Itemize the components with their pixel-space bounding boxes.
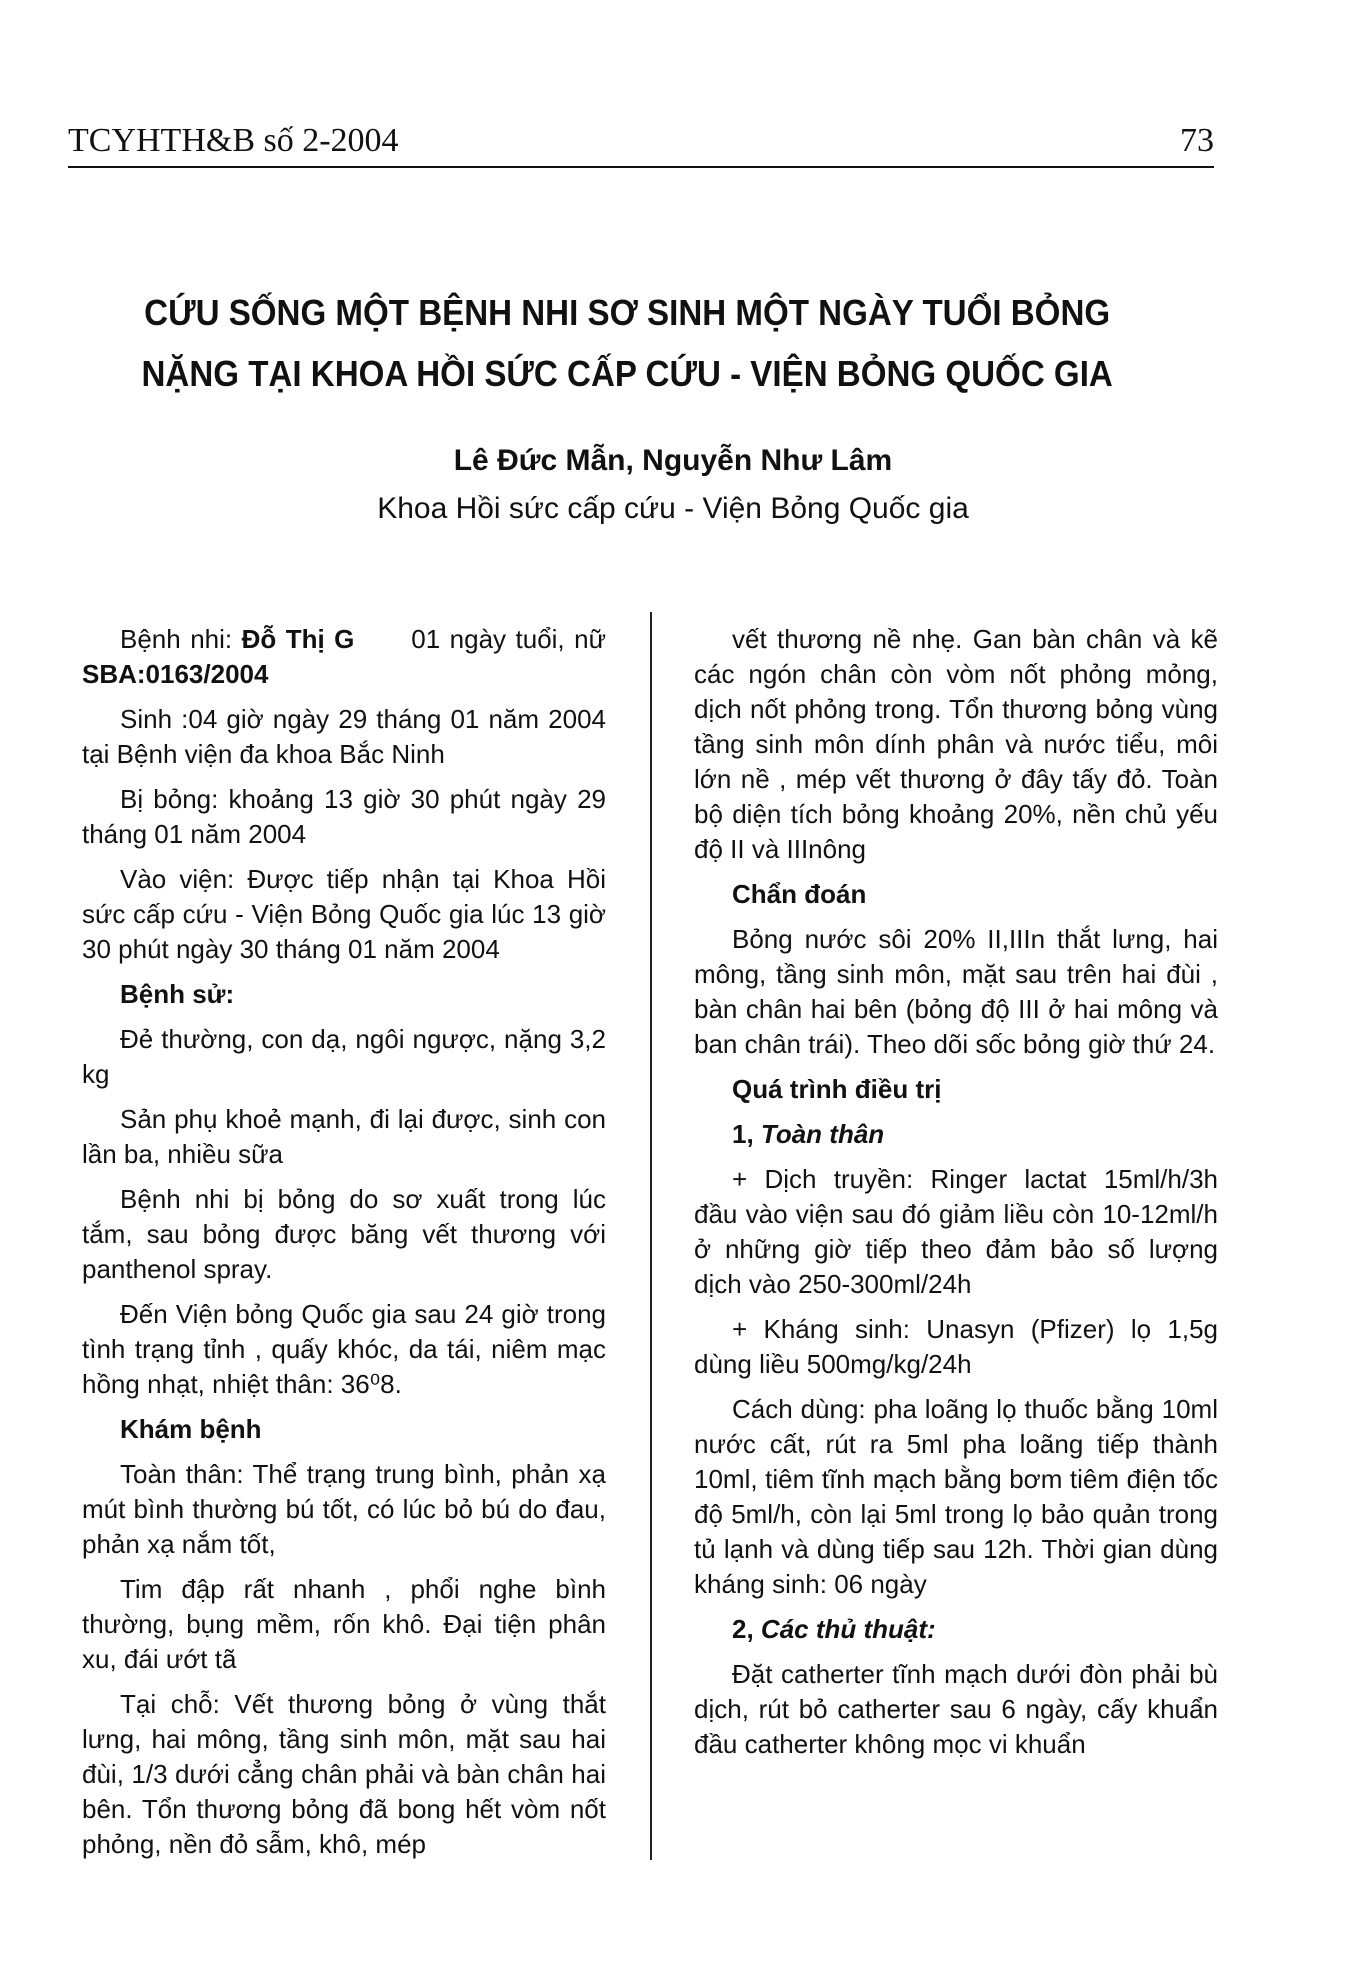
paragraph: + Kháng sinh: Unasyn (Pfizer) lọ 1,5g dùng liều 500mg/kg/24h xyxy=(694,1314,1218,1379)
title-line-1: CỨU SỐNG MỘT BỆNH NHI SƠ SINH MỘT NGÀY TUỔI BỎNG xyxy=(144,292,1111,333)
header-rule xyxy=(68,166,1214,168)
paragraph: Vào viện: Được tiếp nhận tại Khoa Hồi sức cấp cứu - Viện Bỏng Quốc gia lúc 13 giờ 30 phút ngày 30 tháng 01 năm 2004 xyxy=(82,864,606,964)
section-heading-diagnosis: Chẩn đoán xyxy=(732,879,867,909)
patient-name: Đỗ Thị G xyxy=(241,624,355,654)
paragraph: + Dịch truyền: Ringer lactat 15ml/h/3h đầu vào viện sau đó giảm liều còn 10-12ml/h ở những giờ tiếp theo đảm bảo số lượng dịch vào 250-300ml/24h xyxy=(694,1164,1218,1299)
paragraph: Đặt catherter tĩnh mạch dưới đòn phải bù dịch, rút bỏ catherter sau 6 ngày, cấy khuẩn đầu catherter không mọc vi khuẩn xyxy=(694,1659,1218,1759)
right-column xyxy=(694,622,1218,1772)
paragraph: Tại chỗ: Vết thương bỏng ở vùng thắt lưng, hai mông, tầng sinh môn, mặt sau hai đùi, 1/3 dưới cẳng chân phải và bàn chân hai bên. Tổn thương bỏng đã bong hết vòm nốt phỏng, nền đỏ sẫm, khô, mép xyxy=(82,1689,606,1859)
column-divider xyxy=(650,612,652,1860)
authors: Lê Đức Mẫn, Nguyễn Như Lâm xyxy=(453,444,893,477)
paragraph: Sinh :04 giờ ngày 29 tháng 01 năm 2004 tại Bệnh viện đa khoa Bắc Ninh xyxy=(82,704,606,769)
paragraph: Bị bỏng: khoảng 13 giờ 30 phút ngày 29 tháng 01 năm 2004 xyxy=(82,784,606,849)
paragraph: Sản phụ khoẻ mạnh, đi lại được, sinh con lần ba, nhiều sữa xyxy=(82,1104,606,1169)
article-title xyxy=(100,282,1154,404)
record-number: SBA:0163/2004 xyxy=(82,659,269,689)
paragraph: Cách dùng: pha loãng lọ thuốc bằng 10ml nước cất, rút ra 5ml pha loãng tiếp thành 10ml, tiêm tĩnh mạch bằng bơm tiêm điện tốc độ 5ml/h, còn lại 5ml trong lọ bảo quản trong tủ lạnh và dùng tiếp sau 12h. Thời gian dùng kháng sinh: 06 ngày xyxy=(694,1394,1218,1599)
paragraph: Bỏng nước sôi 20% II,IIIn thắt lưng, hai mông, tầng sinh môn, mặt sau trên hai đùi , bàn chân hai bên (bỏng độ III ở hai mông và ban chân trái). Theo dõi sốc bỏng giờ thứ 24. xyxy=(694,924,1218,1059)
left-column xyxy=(82,622,614,1872)
patient-info: Bệnh nhi: Đỗ Thị G 01 ngày tuổi, nữ SBA:0163/2004 xyxy=(82,624,614,689)
paragraph: Đến Viện bỏng Quốc gia sau 24 giờ trong tình trạng tỉnh , quấy khóc, da tái, niêm mạc hồng nhạt, nhiệt thân: 36⁰8. xyxy=(82,1299,606,1399)
paragraph: Bệnh nhi bị bỏng do sơ xuất trong lúc tắm, sau bỏng được băng vết thương với panthenol spray. xyxy=(82,1184,606,1284)
affiliation: Khoa Hồi sức cấp cứu - Viện Bỏng Quốc gia xyxy=(377,492,969,525)
paragraph: vết thương nề nhẹ. Gan bàn chân và kẽ các ngón chân còn vòm nốt phỏng mỏng, dịch nốt phỏng trong. Tổn thương bỏng vùng tầng sinh môn dính phân và nước tiểu, môi lớn nề , mép vết thương ở đây tấy đỏ. Toàn bộ diện tích bỏng khoảng 20%, nền chủ yếu độ II và IIInông xyxy=(694,624,1218,864)
section-heading-exam: Khám bệnh xyxy=(120,1414,262,1444)
title-line-2: NẶNG TẠI KHOA HỒI SỨC CẤP CỨU - VIỆN BỎNG QUỐC GIA xyxy=(141,353,1113,394)
section-heading-history: Bệnh sử: xyxy=(120,979,235,1009)
running-header xyxy=(68,122,1214,168)
page-number: 73 xyxy=(1180,122,1214,159)
paragraph: Đẻ thường, con dạ, ngôi ngược, nặng 3,2 kg xyxy=(82,1024,606,1089)
paragraph: Toàn thân: Thể trạng trung bình, phản xạ mút bình thường bú tốt, có lúc bỏ bú do đau, phản xạ nắm tốt, xyxy=(82,1459,606,1559)
journal-issue: TCYHTH&B số 2-2004 xyxy=(68,122,399,159)
section-heading-treatment: Quá trình điều trị xyxy=(732,1074,942,1104)
subsection-heading-procedures: 2, Các thủ thuật: xyxy=(732,1614,936,1644)
subsection-heading-systemic: 1, Toàn thân xyxy=(732,1119,885,1149)
paragraph: Tim đập rất nhanh , phổi nghe bình thường, bụng mềm, rốn khô. Đại tiện phân xu, đái ướt tã xyxy=(82,1574,606,1674)
